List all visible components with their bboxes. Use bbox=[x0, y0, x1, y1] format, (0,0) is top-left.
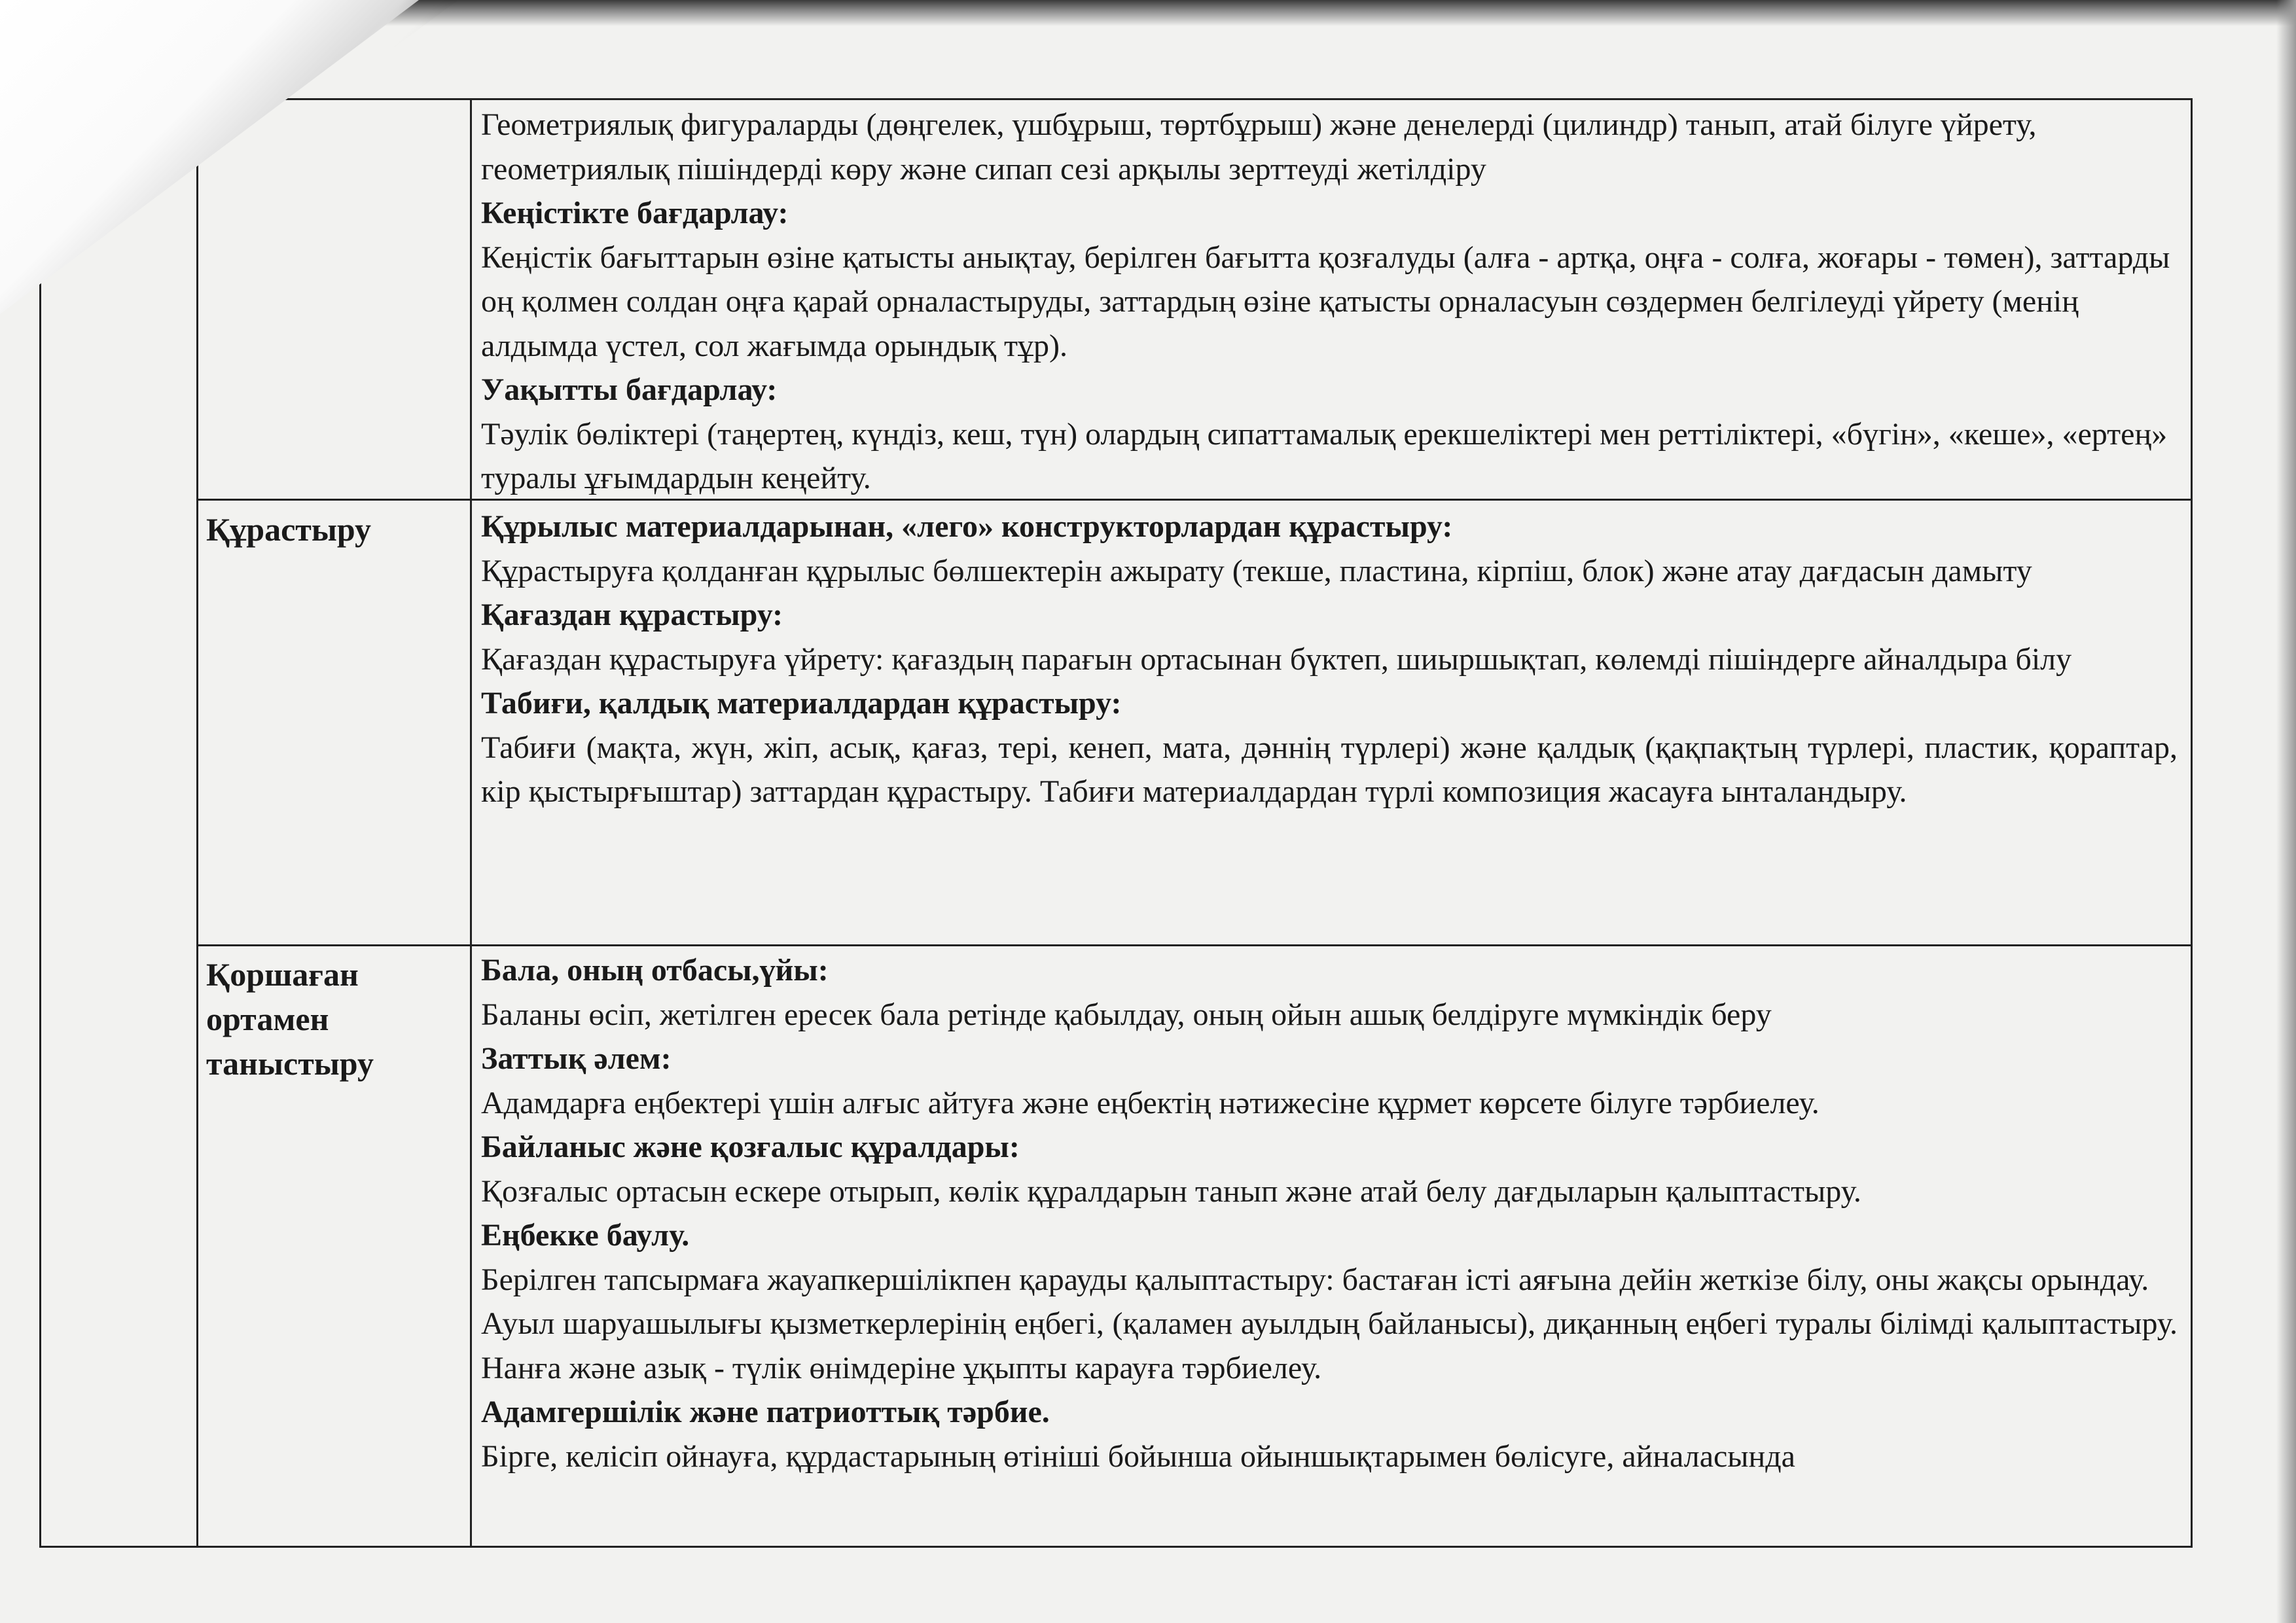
transport-text: Қозғалыс ортасын ескере отырып, көлік құралдарын танып және атай белу дағдыларын қалыптастыру. bbox=[481, 1173, 1861, 1209]
row-2-label: Құрастыру bbox=[206, 511, 372, 548]
moral-education-heading: Адамгершілік және патриоттық тәрбие. bbox=[481, 1395, 1050, 1429]
lego-construction-text: Құрастыруға қолданған құрылыс бөлшектерін ажырату (текше, пластина, кірпіш, блок) және атау дағдасын дамыту bbox=[481, 553, 2032, 588]
row-3-label: Қоршаған ортамен таныстыру bbox=[206, 956, 374, 1082]
table-row-divider-2 bbox=[196, 944, 2191, 946]
scan-edge-shadow-right bbox=[2276, 0, 2296, 1623]
object-world-heading: Заттық әлем: bbox=[481, 1041, 672, 1076]
moral-education-text: Бірге, келісіп ойнауға, құрдастарының өтініші бойынша ойыншықтарымен бөлісуге, айналасында bbox=[481, 1438, 1795, 1474]
paper-construction-text: Қағаздан құрастыруға үйрету: қағаздың парағын ортасынан бүктеп, шиыршықтап, көлемді пішіндерге айналдыра білу bbox=[481, 641, 2072, 677]
labor-text-1: Берілген тапсырмаға жауапкершілікпен қарауды қалыптастыру: бастаған істі аяғына дейін жеткізе білу, оны жақсы орындау. bbox=[481, 1262, 2149, 1297]
curriculum-table bbox=[39, 98, 2193, 1548]
math-geometry-text: Геометриялық фигураларды (дөңгелек, үшбұрыш, төртбұрыш) және денелерді (цилиндр) танып, атай білуге үйрету, геометриялық пішіндерді көру және сипап сезі арқылы зерттеуді жетілдіру bbox=[481, 107, 2037, 187]
time-orientation-heading: Уақытты бағдарлау: bbox=[481, 372, 778, 407]
natural-materials-text: Табиғи (мақта, жүн, жіп, асық, қағаз, тері, кенеп, мата, дәннің түрлері) және қалдық (қақпақтың түрлері, пластик, қораптар, кір қыстырғыштар) заттардан құрастыру. Табиғи материалдардан түрлі композиция жасауға ынталандыру. bbox=[481, 730, 2178, 809]
labor-text-2: Ауыл шаруашылығы қызметкерлерінің еңбегі, (қаламен ауылдың байланысы), диқанның еңбегі туралы білімді қалыптастыру. Нанға және азық - түлік өнімдеріне ұқыпты карауға тәрбиелеу. bbox=[481, 1306, 2178, 1385]
lego-construction-heading: Құрылыс материалдарынан, «лего» конструкторлардан құрастыру: bbox=[481, 509, 1453, 544]
space-orientation-heading: Кеңістікте бағдарлау: bbox=[481, 196, 789, 230]
row-3-content bbox=[481, 948, 2178, 1478]
natural-materials-heading: Табиғи, қалдық материалдардан құрастыру: bbox=[481, 686, 1122, 721]
object-world-text: Адамдарға еңбектері үшін алғыс айтуға және еңбектің нәтижесіне құрмет көрсете білуге тәрбиелеу. bbox=[481, 1085, 1820, 1120]
row-1-content bbox=[481, 103, 2178, 501]
table-column-divider-1 bbox=[196, 100, 198, 1546]
child-family-heading: Бала, оның отбасы,үйы: bbox=[481, 953, 829, 988]
transport-heading: Байланыс және қозғалыс құралдары: bbox=[481, 1130, 1020, 1164]
time-orientation-text: Тәулік бөліктері (таңертең, күндіз, кеш, түн) олардың сипаттамалық ерекшеліктері мен реттіліктері, «бүгін», «кеше», «ертең» туралы ұғымдардын кеңейту. bbox=[481, 416, 2168, 495]
row-2-content bbox=[481, 505, 2178, 814]
paper-construction-heading: Қағаздан құрастыру: bbox=[481, 597, 783, 632]
labor-heading: Еңбекке баулу. bbox=[481, 1218, 690, 1253]
child-family-text: Баланы өсіп, жетілген ересек бала ретінде қабылдау, оның ойын ашық белдіруге мүмкіндік беру bbox=[481, 997, 1772, 1032]
space-orientation-text: Кеңістік бағыттарын өзіне қатысты анықтау, берілген бағытта қозғалуды (алға - артқа, оңға - солға, жоғары - төмен), заттарды оң қолмен солдан оңға қарай орналастыруды, заттардың өзіне қатысты орналасуын сөздермен белгілеуді үйрету (менің алдымда үстел, сол жағымда орындық тұр). bbox=[481, 240, 2170, 363]
table-column-divider-2 bbox=[470, 100, 472, 1546]
